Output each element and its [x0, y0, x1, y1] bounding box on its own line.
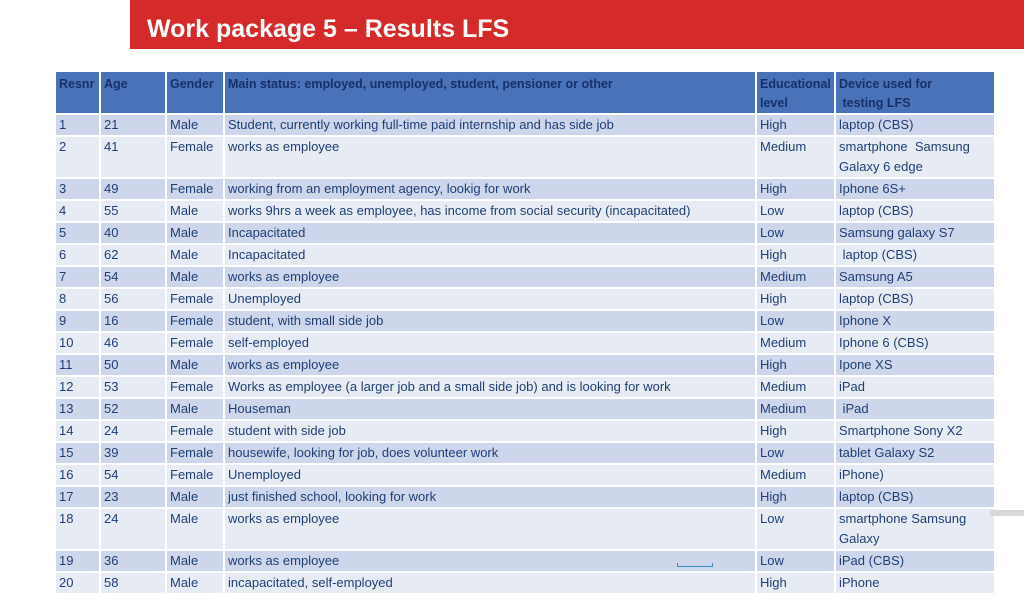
- cell-device: [836, 333, 994, 355]
- table-row: [56, 201, 994, 223]
- cell-device-line2: Galaxy: [839, 531, 880, 546]
- cell-device-line1: Iphone 6 (CBS): [839, 335, 929, 350]
- cell-educational-level: High: [757, 179, 834, 201]
- cell-device: [836, 201, 994, 223]
- cell-device-line1: smartphone Samsung: [839, 139, 970, 154]
- table-row: [56, 333, 994, 355]
- table-row: [56, 115, 994, 137]
- cell-age: 23: [101, 487, 165, 509]
- cell-resnr: 20: [56, 573, 99, 595]
- cell-resnr: 13: [56, 399, 99, 421]
- cell-gender: Male: [167, 487, 223, 509]
- table-row: [56, 355, 994, 377]
- cell-age: 16: [101, 311, 165, 333]
- cell-age: 55: [101, 201, 165, 223]
- cell-resnr: 4: [56, 201, 99, 223]
- cell-educational-level: Low: [757, 551, 834, 573]
- table-row: [56, 443, 994, 465]
- table-row: [56, 267, 994, 289]
- cell-main-status: works as employee: [225, 509, 755, 551]
- cell-gender: Male: [167, 355, 223, 377]
- cell-device: [836, 487, 994, 509]
- table-row: [56, 289, 994, 311]
- cell-device-line1: Samsung A5: [839, 269, 913, 284]
- cell-gender: Female: [167, 421, 223, 443]
- cell-main-status: Unemployed: [225, 465, 755, 487]
- cell-age: 49: [101, 179, 165, 201]
- cell-main-status: incapacitated, self-employed: [225, 573, 755, 595]
- cell-age: 52: [101, 399, 165, 421]
- cell-device: [836, 311, 994, 333]
- cell-device-line2: Galaxy 6 edge: [839, 159, 923, 174]
- cell-main-status: works 9hrs a week as employee, has income from social security (incapacitated): [225, 201, 755, 223]
- cell-device: [836, 399, 994, 421]
- cell-main-status: Student, currently working full-time paid internship and has side job: [225, 115, 755, 137]
- table-row: [56, 245, 994, 267]
- cell-gender: Male: [167, 267, 223, 289]
- cell-age: 58: [101, 573, 165, 595]
- cell-educational-level: Low: [757, 443, 834, 465]
- cell-educational-level: Medium: [757, 377, 834, 399]
- cell-device: [836, 115, 994, 137]
- cell-educational-level: High: [757, 421, 834, 443]
- cell-educational-level: Low: [757, 311, 834, 333]
- cell-device-line1: laptop (CBS): [839, 489, 914, 504]
- cell-age: 46: [101, 333, 165, 355]
- cell-resnr: 16: [56, 465, 99, 487]
- cell-device: [836, 509, 994, 551]
- cell-gender: Female: [167, 377, 223, 399]
- cell-age: 36: [101, 551, 165, 573]
- cell-gender: Female: [167, 333, 223, 355]
- cell-device: [836, 465, 994, 487]
- cell-gender: Female: [167, 311, 223, 333]
- cell-device-line1: laptop (CBS): [839, 247, 918, 262]
- cell-main-status: works as employee: [225, 355, 755, 377]
- cell-resnr: 3: [56, 179, 99, 201]
- cell-resnr: 5: [56, 223, 99, 245]
- cell-device-line1: iPad: [839, 379, 866, 394]
- cell-resnr: 10: [56, 333, 99, 355]
- cell-device-line1: tablet Galaxy S2: [839, 445, 935, 460]
- cell-main-status: working from an employment agency, lookig for work: [225, 179, 755, 201]
- cell-resnr: 17: [56, 487, 99, 509]
- table-row: [56, 377, 994, 399]
- cell-gender: Female: [167, 443, 223, 465]
- table-row: [56, 223, 994, 245]
- table-header-row: [56, 72, 994, 115]
- table-row: [56, 573, 994, 595]
- cell-main-status: works as employee: [225, 551, 755, 573]
- cell-device-line1: iPad (CBS): [839, 553, 905, 568]
- cell-main-status: Unemployed: [225, 289, 755, 311]
- table-row: [56, 311, 994, 333]
- cell-main-status: Houseman: [225, 399, 755, 421]
- cell-resnr: 14: [56, 421, 99, 443]
- cell-resnr: 1: [56, 115, 99, 137]
- cell-educational-level: Low: [757, 201, 834, 223]
- table-row: [56, 399, 994, 421]
- cell-device-line1: laptop (CBS): [839, 291, 914, 306]
- cell-device: [836, 573, 994, 595]
- cell-resnr: 19: [56, 551, 99, 573]
- slide-marker: [677, 563, 713, 567]
- cell-resnr: 8: [56, 289, 99, 311]
- cell-age: 24: [101, 509, 165, 551]
- column-header-main-status: Main status: employed, unemployed, student, pensioner or other: [225, 72, 755, 115]
- cell-educational-level: High: [757, 487, 834, 509]
- cell-age: 41: [101, 137, 165, 179]
- cell-educational-level: High: [757, 289, 834, 311]
- column-header-device-line1: Device used for: [839, 77, 933, 91]
- column-header-educational-level: [757, 72, 834, 115]
- cell-gender: Female: [167, 465, 223, 487]
- cell-device-line1: Samsung galaxy S7: [839, 225, 955, 240]
- cell-device-line1: laptop (CBS): [839, 203, 914, 218]
- cell-device: [836, 137, 994, 179]
- table-row: [56, 421, 994, 443]
- cell-resnr: 9: [56, 311, 99, 333]
- cell-device-line1: iPad: [839, 401, 869, 416]
- cell-educational-level: High: [757, 245, 834, 267]
- cell-age: 39: [101, 443, 165, 465]
- cell-device: [836, 267, 994, 289]
- cell-device-line1: Iphone 6S+: [839, 181, 906, 196]
- cell-age: 54: [101, 267, 165, 289]
- table-body: [56, 115, 994, 595]
- cell-educational-level: Low: [757, 509, 834, 551]
- cell-device-line1: Iphone X: [839, 313, 892, 328]
- cell-resnr: 6: [56, 245, 99, 267]
- cell-age: 54: [101, 465, 165, 487]
- cell-resnr: 15: [56, 443, 99, 465]
- cell-resnr: 12: [56, 377, 99, 399]
- cell-main-status: works as employee: [225, 267, 755, 289]
- cell-gender: Male: [167, 223, 223, 245]
- cell-main-status: student with side job: [225, 421, 755, 443]
- cell-educational-level: Medium: [757, 137, 834, 179]
- results-table: [54, 72, 996, 595]
- column-header-edu-line2: level: [760, 96, 788, 110]
- cell-device: [836, 179, 994, 201]
- cell-main-status: works as employee: [225, 137, 755, 179]
- cell-gender: Female: [167, 179, 223, 201]
- cell-gender: Female: [167, 137, 223, 179]
- cell-gender: Male: [167, 245, 223, 267]
- cell-gender: Female: [167, 289, 223, 311]
- cell-educational-level: Low: [757, 223, 834, 245]
- cell-gender: Male: [167, 551, 223, 573]
- column-header-resnr: Resnr: [56, 72, 99, 115]
- cell-main-status: Works as employee (a larger job and a small side job) and is looking for work: [225, 377, 755, 399]
- cell-device-line1: smartphone Samsung: [839, 511, 967, 526]
- cell-main-status: just finished school, looking for work: [225, 487, 755, 509]
- table-row: [56, 179, 994, 201]
- cell-educational-level: High: [757, 573, 834, 595]
- cell-gender: Male: [167, 399, 223, 421]
- cell-gender: Male: [167, 573, 223, 595]
- cell-resnr: 11: [56, 355, 99, 377]
- cell-age: 62: [101, 245, 165, 267]
- cell-gender: Male: [167, 509, 223, 551]
- cell-device-line1: Ipone XS: [839, 357, 893, 372]
- table-row: [56, 465, 994, 487]
- cell-device-line1: iPhone: [839, 575, 880, 590]
- cell-main-status: Incapacitated: [225, 223, 755, 245]
- cell-device: [836, 289, 994, 311]
- cell-main-status: student, with small side job: [225, 311, 755, 333]
- title-bar: [130, 0, 1024, 49]
- column-header-edu-line1: Educational: [760, 77, 831, 91]
- cell-device-line1: iPhone): [839, 467, 884, 482]
- table-row: [56, 509, 994, 551]
- column-header-age: Age: [101, 72, 165, 115]
- cell-device: [836, 245, 994, 267]
- page-title: Work package 5 – Results LFS: [147, 15, 510, 43]
- cell-age: 21: [101, 115, 165, 137]
- cell-educational-level: Medium: [757, 465, 834, 487]
- cell-gender: Male: [167, 201, 223, 223]
- table-row: [56, 137, 994, 179]
- cell-educational-level: Medium: [757, 333, 834, 355]
- cell-educational-level: High: [757, 115, 834, 137]
- cell-main-status: self-employed: [225, 333, 755, 355]
- cell-device-line1: Smartphone Sony X2: [839, 423, 963, 438]
- divider-line: [990, 510, 1024, 516]
- cell-age: 56: [101, 289, 165, 311]
- cell-device: [836, 355, 994, 377]
- column-header-device-line2: testing LFS: [839, 96, 911, 110]
- column-header-gender: Gender: [167, 72, 223, 115]
- cell-educational-level: Medium: [757, 399, 834, 421]
- cell-main-status: Incapacitated: [225, 245, 755, 267]
- cell-device: [836, 223, 994, 245]
- cell-main-status: housewife, looking for job, does volunteer work: [225, 443, 755, 465]
- cell-gender: Male: [167, 115, 223, 137]
- cell-device: [836, 421, 994, 443]
- cell-age: 50: [101, 355, 165, 377]
- table-row: [56, 487, 994, 509]
- cell-age: 40: [101, 223, 165, 245]
- cell-age: 53: [101, 377, 165, 399]
- cell-resnr: 7: [56, 267, 99, 289]
- cell-device: [836, 443, 994, 465]
- column-header-device: [836, 72, 994, 115]
- cell-device-line1: laptop (CBS): [839, 117, 914, 132]
- cell-device: [836, 377, 994, 399]
- cell-device: [836, 551, 994, 573]
- table-row: [56, 551, 994, 573]
- cell-age: 24: [101, 421, 165, 443]
- cell-educational-level: Medium: [757, 267, 834, 289]
- cell-resnr: 18: [56, 509, 99, 551]
- cell-educational-level: High: [757, 355, 834, 377]
- cell-resnr: 2: [56, 137, 99, 179]
